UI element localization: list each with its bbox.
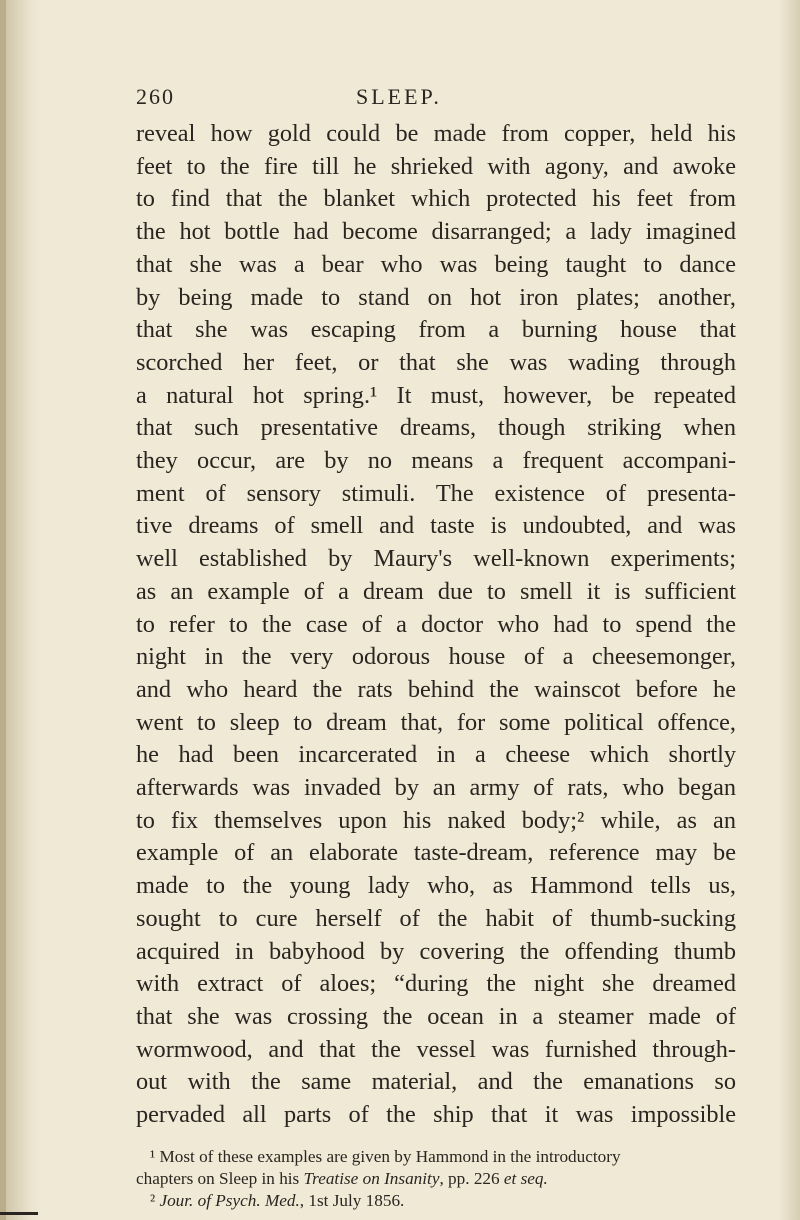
- footnote-text: , 1st July 1856.: [299, 1190, 405, 1210]
- footnote-text: chapters on Sleep in his: [136, 1168, 304, 1188]
- body-line: out with the same material, and the emanations so: [136, 1068, 736, 1096]
- footnote-1-line-1: ¹ Most of these examples are given by Hammond in the introductory: [150, 1146, 621, 1166]
- running-head: [136, 84, 736, 118]
- body-line: sought to cure herself of the habit of thumb-sucking: [136, 904, 736, 932]
- body-line: by being made to stand on hot iron plates; another,: [136, 283, 736, 311]
- body-line: feet to the fire till he shrieked with agony, and awoke: [136, 152, 736, 180]
- body-line: that she was a bear who was being taught to dance: [136, 250, 736, 278]
- book-page: [136, 84, 736, 1212]
- body-line: to fix themselves upon his naked body;² while, as an: [136, 806, 736, 834]
- body-line: pervaded all parts of the ship that it was impossible: [136, 1101, 736, 1129]
- body-line: ment of sensory stimuli. The existence of presenta-: [136, 479, 736, 507]
- body-line: to refer to the case of a doctor who had to spend the: [136, 610, 736, 638]
- running-title: SLEEP.: [356, 84, 442, 109]
- binding-edge: [0, 0, 6, 1220]
- body-line: he had been incarcerated in a cheese which shortly: [136, 741, 736, 769]
- footnote-journal-title: Jour. of Psych. Med.: [159, 1190, 300, 1210]
- body-line: tive dreams of smell and taste is undoubted, and was: [136, 512, 736, 540]
- body-line: example of an elaborate taste-dream, reference may be: [136, 839, 736, 867]
- body-line: scorched her feet, or that she was wading through: [136, 348, 736, 376]
- page-number: 260: [136, 84, 175, 109]
- footnote-2: [136, 1190, 736, 1212]
- body-line: that she was crossing the ocean in a steamer made of: [136, 1002, 736, 1030]
- body-line: that she was escaping from a burning house that: [136, 316, 736, 344]
- body-line: reveal how gold could be made from copper, held his: [136, 120, 736, 147]
- body-line: to find that the blanket which protected his feet from: [136, 185, 736, 213]
- body-line: as an example of a dream due to smell it is sufficient: [136, 577, 736, 605]
- body-line: night in the very odorous house of a cheesemonger,: [136, 643, 736, 671]
- binding-shadow: [0, 0, 42, 1220]
- bottom-edge-mark: [0, 1212, 38, 1215]
- body-line: went to sleep to dream that, for some political offence,: [136, 708, 736, 736]
- body-line: the hot bottle had become disarranged; a lady imagined: [136, 218, 736, 246]
- footnotes: [136, 1146, 736, 1212]
- body-line: well established by Maury's well-known experiments;: [136, 545, 736, 573]
- body-line: a natural hot spring.¹ It must, however, be repeated: [136, 381, 736, 409]
- body-line: acquired in babyhood by covering the offending thumb: [136, 937, 736, 965]
- body-line: that such presentative dreams, though striking when: [136, 414, 736, 442]
- body-text: [136, 118, 736, 1132]
- footnote-et-seq: et seq.: [503, 1168, 548, 1188]
- page-edge-shadow: [778, 0, 800, 1220]
- footnote-book-title: Treatise on Insanity: [303, 1168, 440, 1188]
- footnote-marker: ²: [150, 1190, 160, 1210]
- body-line: wormwood, and that the vessel was furnished through-: [136, 1035, 736, 1063]
- body-line: they occur, are by no means a frequent accompani-: [136, 447, 736, 475]
- body-line: with extract of aloes; “during the night she dreamed: [136, 970, 736, 998]
- body-line: and who heard the rats behind the wainscot before he: [136, 675, 736, 703]
- footnote-1-line-2: [136, 1168, 736, 1190]
- footnote-text: , pp. 226: [439, 1168, 504, 1188]
- body-line: made to the young lady who, as Hammond tells us,: [136, 872, 736, 900]
- body-line: afterwards was invaded by an army of rats, who began: [136, 774, 736, 802]
